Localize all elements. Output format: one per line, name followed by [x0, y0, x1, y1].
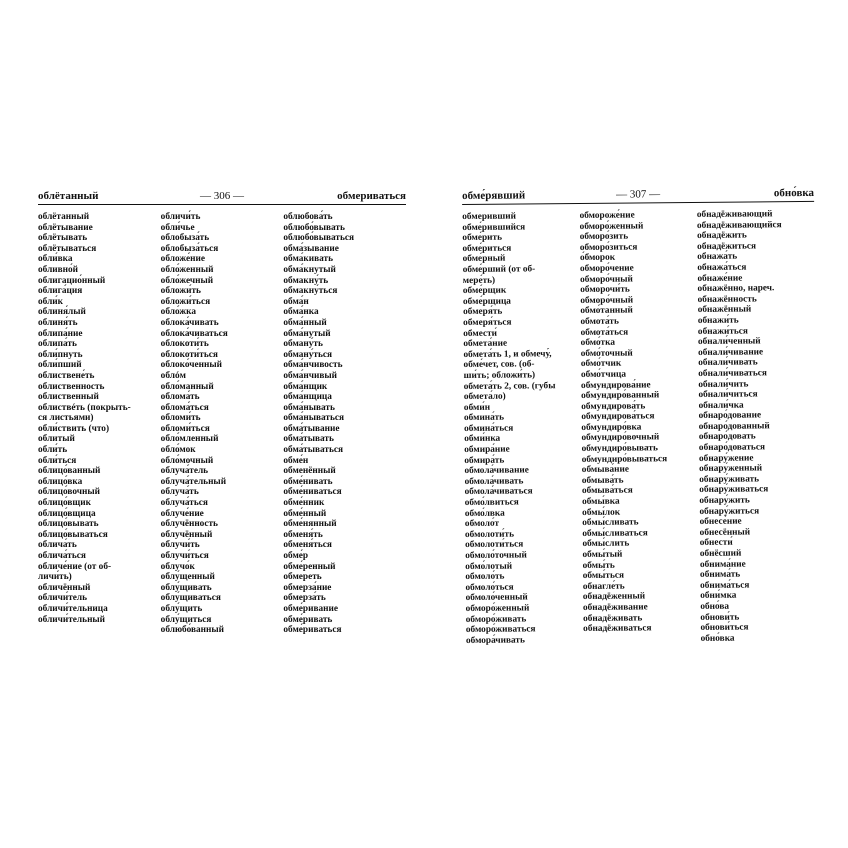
dictionary-entry: обморо́чный: [580, 295, 634, 306]
dictionary-entry: обмундирова́ние: [580, 379, 651, 391]
dictionary-entry: обнесе́ние: [699, 516, 742, 528]
dictionary-entry: обме́нник: [283, 498, 325, 509]
dictionary-entry: обно́ва: [700, 601, 730, 612]
dictionary-entry: обмо́тчица: [580, 369, 627, 380]
dictionary-entry: облокоти́ться: [160, 349, 218, 360]
dictionary-entry: облиня́лый: [38, 307, 86, 318]
dictionary-entry: облётываться: [38, 243, 97, 254]
dictionary-entry: обмереть: [283, 572, 322, 583]
dictionary-entry: облитый: [38, 434, 75, 445]
dictionary-entry: облома́ться: [160, 402, 209, 413]
dictionary-entry: обнажа́ть: [697, 251, 738, 263]
dictionary-entry: облобыза́ть: [160, 233, 210, 244]
dictionary-entry: обличи́тель: [38, 593, 88, 604]
dictionary-entry: обмы́лок: [582, 507, 621, 518]
dictionary-entry: обнажи́ться: [697, 326, 748, 337]
dictionary-entry: обнали́чить: [698, 379, 749, 390]
dictionary-entry: обме́рившийся: [462, 222, 526, 233]
dictionary-entry: облока́чиваться: [160, 328, 228, 339]
dictionary-entry: обма́тываться: [283, 445, 344, 456]
dictionary-entry: обма́нчивый: [283, 370, 337, 381]
dictionary-entry: облиствене́ть: [38, 370, 95, 381]
dictionary-entry: обмыва́ние: [581, 464, 630, 476]
dictionary-entry: обли́пнуть: [38, 349, 83, 360]
dictionary-entry: обмета́ть 1, и обмечу́,: [463, 348, 552, 360]
right-column-2: [580, 210, 701, 645]
dictionary-entry: обно́вка: [700, 633, 735, 644]
dictionary-entry: обнажённость: [697, 294, 757, 305]
dictionary-entry: обложи́ть: [160, 286, 201, 297]
dictionary-entry: обло́женный: [160, 264, 214, 275]
dictionary-entry: облу́щиться: [160, 614, 212, 625]
dictionary-entry: облюбо́ванный: [160, 625, 224, 636]
dictionary-entry: обнару́жить: [699, 495, 750, 506]
dictionary-entry: обнали́читься: [698, 389, 758, 401]
dictionary-entry: обморочи́ть: [580, 284, 630, 296]
dictionary-entry: обма́нываться: [283, 413, 345, 424]
dictionary-entry: обнадёживающийся: [696, 219, 782, 231]
dictionary-entry: облицо́вочный: [38, 487, 100, 498]
dictionary-entry: обнови́ться: [700, 622, 749, 634]
left-guide-word-start: облётанный: [38, 190, 99, 202]
dictionary-entry: обни́мка: [700, 590, 737, 602]
dictionary-entry: обморо́женный: [465, 603, 530, 614]
dictionary-entry: облуча́тельный: [160, 476, 227, 487]
dictionary-entry: о́бморок: [579, 253, 616, 264]
dictionary-entry: обмороже́ние: [579, 210, 635, 221]
dictionary-entry: обмы́ть: [582, 560, 615, 571]
dictionary-entry: обнажа́ться: [697, 262, 747, 273]
dictionary-entry: обнажённо, нареч.: [697, 283, 775, 295]
dictionary-entry: облича́ться: [38, 551, 86, 561]
dictionary-entry: облóм: [160, 370, 186, 381]
dictionary-entry: обличи́тельница: [38, 603, 108, 614]
dictionary-entry: обли́чье: [160, 222, 195, 233]
dictionary-entry: обло́манный: [160, 381, 214, 392]
dictionary-entry: облюбо́вывать: [283, 222, 345, 233]
dictionary-entry: облётывать: [38, 233, 88, 244]
dictionary-entry: обнали́чиваться: [698, 368, 767, 379]
left-column-2: [161, 212, 284, 636]
dictionary-entry: обме́ниваться: [283, 487, 342, 498]
dictionary-entry: облюбова́ть: [283, 212, 333, 222]
dictionary-entry: обме́рший (от об-: [462, 264, 536, 275]
dictionary-entry: обнадёжиться: [697, 241, 757, 252]
dictionary-entry: обмыва́ть: [581, 475, 624, 486]
dictionary-entry: обмерза́ть: [283, 593, 326, 604]
dictionary-entry: обморо́живать: [465, 614, 527, 625]
dictionary-entry: обмундиро́ванный: [581, 390, 660, 402]
dictionary-entry: обме́ривать: [283, 614, 333, 625]
dictionary-entry: облётанный: [38, 212, 90, 222]
dictionary-entry: обнагле́ть: [582, 581, 625, 592]
dictionary-entry: обли́пший: [38, 360, 82, 371]
dictionary-entry: облуча́тель: [160, 466, 209, 477]
left-guide-word-end: обмериваться: [337, 190, 406, 202]
dictionary-entry: обличи́тельный: [38, 614, 106, 625]
dictionary-entry: обличённый: [38, 582, 91, 593]
dictionary-entry: обмы́ться: [582, 570, 625, 582]
dictionary-entry: облокоти́ть: [160, 339, 209, 350]
dictionary-entry: обливно́й: [38, 264, 79, 275]
dictionary-entry: обми́н: [463, 402, 491, 413]
dictionary-entry: обмо́тка: [580, 337, 615, 349]
dictionary-entry: облицо́ванный: [38, 466, 101, 477]
dictionary-entry: обмота́ть: [580, 316, 619, 327]
dictionary-entry: обмундиро́вывать: [581, 443, 658, 455]
dictionary-entry: обличи́ть: [160, 212, 201, 222]
dictionary-entry: обмерза́ние: [283, 582, 332, 593]
left-column-1: [38, 212, 161, 636]
dictionary-entry: обмира́ть: [464, 455, 505, 466]
dictionary-entry: обмо́тчик: [580, 358, 622, 370]
dictionary-entry: обморо́женный: [579, 221, 644, 232]
dictionary-entry: обме́рщик: [462, 285, 507, 297]
dictionary-entry: обли́вка: [38, 254, 73, 265]
dictionary-entry: облока́чивать: [160, 317, 219, 328]
dictionary-entry: обме́рный: [462, 253, 506, 265]
right-page-number: — 307 —: [615, 188, 661, 201]
dictionary-entry: обнару́женный: [699, 463, 763, 475]
dictionary-entry: обме́ривание: [283, 603, 338, 614]
dictionary-entry: обложе́ние: [160, 254, 205, 265]
dictionary-entry: обме́нивать: [283, 476, 333, 487]
dictionary-entry: обломи́ть: [160, 413, 201, 424]
dictionary-entry: обме́рщица: [462, 296, 511, 307]
dictionary-entry: облу́щивать: [160, 582, 212, 593]
dictionary-entry: обма́нчивость: [283, 360, 343, 371]
dictionary-entry: обмы́вка: [582, 496, 620, 507]
dictionary-entry: обмыва́ться: [581, 485, 633, 497]
dictionary-entry: облиственный: [38, 392, 99, 403]
dictionary-entry: обме́р: [283, 551, 309, 561]
dictionary-entry: облучённость: [160, 519, 218, 530]
dictionary-entry: обмеривший: [462, 211, 516, 222]
dictionary-entry: обнести́: [699, 538, 733, 549]
dictionary-entry: обмоло́т: [464, 518, 500, 530]
dictionary-entry: облицо́вка: [38, 476, 83, 487]
right-guide-word-start: обме́рявший: [462, 189, 526, 202]
dictionary-entry: обмо́лотый: [465, 561, 513, 572]
dictionary-entry: обнару́живаться: [699, 484, 769, 496]
dictionary-entry: обмола́чиваться: [464, 486, 533, 498]
dictionary-entry: обло́жечный: [160, 275, 214, 286]
dictionary-entry: облучи́ться: [160, 551, 209, 561]
dictionary-entry: обма́тывание: [283, 423, 340, 434]
dictionary-entry: облича́ть: [38, 540, 77, 551]
dictionary-entry: облоко́ченный: [160, 360, 222, 371]
dictionary-entry: обмина́ться: [464, 423, 514, 434]
dictionary-entry: обнадёживающий: [696, 209, 773, 220]
dictionary-entry: обма́кнутый: [283, 264, 336, 275]
dictionary-entry: обнадёжить: [697, 230, 747, 242]
dictionary-entry: обме́чет, сов. (об-: [463, 359, 535, 371]
dictionary-entry: облу́щить: [160, 603, 203, 614]
dictionary-entry: обнали́чка: [698, 400, 744, 411]
dictionary-entry: обло́мленный: [160, 434, 219, 445]
dictionary-entry: личи́ть): [38, 572, 72, 583]
dictionary-entry: облига́ция: [38, 286, 83, 297]
dictionary-entry: обмундирова́ться: [581, 411, 655, 423]
dictionary-entry: облицо́вывать: [38, 519, 99, 530]
dictionary-entry: обмакну́ться: [283, 286, 338, 297]
dictionary-entry: обмеря́ться: [463, 317, 512, 328]
dictionary-entry: обнима́ться: [700, 580, 750, 591]
dictionary-entry: обложи́ться: [160, 296, 211, 307]
dictionary-entry: облуче́ние: [160, 508, 204, 519]
dictionary-entry: обмоло́ченный: [465, 592, 528, 604]
dictionary-entry: обли́ться: [38, 455, 77, 466]
dictionary-entry: обма́нывать: [283, 402, 335, 413]
dictionary-entry: обменя́ться: [283, 540, 332, 551]
dictionary-entry: обмета́ние: [463, 338, 508, 350]
dictionary-entry: обмолоти́ться: [465, 539, 524, 551]
dictionary-entry: обмета́ло): [463, 391, 506, 403]
dictionary-entry: облиствéть (покрыть-: [38, 402, 131, 413]
dictionary-entry: обма́нщица: [283, 392, 332, 403]
dictionary-entry: обли́ть: [38, 445, 68, 456]
dictionary-entry: обнёсший: [699, 548, 742, 559]
right-column-3: [697, 209, 818, 644]
dictionary-entry: ся листьями): [38, 413, 94, 424]
dictionary-entry: облучённый: [160, 529, 213, 540]
dictionary-entry: облома́ть: [160, 392, 200, 403]
dictionary-entry: обме́рить: [462, 232, 503, 244]
dictionary-entry: облиственность: [38, 381, 105, 392]
dictionary-entry: обнали́чивание: [698, 347, 764, 358]
dictionary-entry: обморо́зить: [579, 231, 629, 243]
dictionary-entry: обмундиро́вка: [581, 422, 642, 433]
dictionary-entry: облиня́ть: [38, 317, 78, 328]
dictionary-entry: обмо́лвка: [464, 508, 505, 519]
dictionary-entry: обломи́ться: [160, 423, 210, 434]
dictionary-entry: обме́риться: [462, 243, 512, 254]
dictionary-entry: обману́ться: [283, 349, 333, 360]
dictionary-entry: облу́щенный: [160, 572, 215, 583]
dictionary-entry: обма́нка: [283, 307, 319, 318]
dictionary-entry: обману́ть: [283, 339, 323, 350]
dictionary-entry: обнали́ченный: [697, 336, 761, 348]
dictionary-entry: обнару́жение: [698, 453, 754, 464]
dictionary-entry: обнима́ть: [699, 569, 741, 581]
dictionary-entry: облуча́ться: [160, 498, 208, 509]
dictionary-entry: обнару́житься: [699, 506, 760, 517]
dictionary-entry: обмо́танный: [580, 305, 633, 317]
right-page: [462, 187, 818, 660]
dictionary-entry: ши́ть; обложи́ть): [463, 370, 536, 381]
dictionary-entry: обма́н: [283, 296, 309, 307]
dictionary-entry: облобыза́ться: [160, 243, 219, 254]
dictionary-entry: обмо́точный: [580, 348, 633, 359]
dictionary-entry: обма́нутый: [283, 328, 331, 339]
dictionary-entry: обма́зывание: [283, 243, 339, 254]
dictionary-entry: обменённый: [283, 466, 336, 477]
dictionary-entry: обмоло́ться: [465, 582, 514, 593]
dictionary-entry: обмина́ть: [463, 412, 505, 424]
dictionary-entry: обнажённый: [697, 304, 752, 316]
dictionary-entry: обмакну́ть: [283, 275, 329, 286]
dictionary-entry: обми́нка: [464, 434, 501, 445]
dictionary-entry: обмолоти́ть: [464, 529, 515, 540]
dictionary-entry: обмы́сливаться: [582, 528, 648, 539]
dictionary-entry: обморо́чный: [580, 274, 633, 285]
dictionary-entry: обмо́лвиться: [464, 497, 519, 509]
left-page: [38, 190, 406, 660]
dictionary-entry: облицо́вщик: [38, 498, 91, 509]
dictionary-entry: обме́риваться: [283, 625, 342, 636]
dictionary-entry: обмора́чивать: [465, 635, 525, 646]
dictionary-entry: обнесённый: [699, 527, 751, 538]
dictionary-entry: облётывание: [38, 222, 93, 233]
right-running-header: [462, 187, 814, 205]
dictionary-entry: обмы́тый: [582, 549, 623, 560]
dictionary-entry: обмола́чивать: [464, 476, 524, 487]
dictionary-entry: обнару́живать: [699, 474, 760, 485]
dictionary-entry: обнадёживание: [582, 602, 648, 613]
dictionary-entry: облипа́ть: [38, 339, 77, 350]
dictionary-entry: обло́мок: [160, 445, 196, 456]
dictionary-entry: обли́к: [38, 296, 63, 307]
dictionary-entry: обнаро́дованный: [698, 421, 770, 432]
right-guide-word-end: обно́вка: [773, 186, 815, 200]
dictionary-entry: обмы́сливать: [582, 517, 639, 529]
dictionary-entry: обнадёживать: [583, 613, 643, 624]
dictionary-entry: обмира́ние: [464, 444, 510, 456]
dictionary-entry: обме́нянный: [283, 519, 337, 530]
dictionary-entry: облюбо́вываться: [283, 233, 355, 244]
dictionary-entry: обме́н: [283, 455, 309, 466]
dictionary-entry: обма́тывать: [283, 434, 334, 445]
dictionary-entry: обнали́чивать: [698, 357, 758, 369]
dictionary-entry: обло́мочный: [160, 455, 214, 466]
dictionary-entry: обнаже́ние: [697, 273, 743, 284]
dictionary-entry: обли́ствить (что): [38, 423, 110, 434]
dictionary-entry: обнима́ние: [699, 559, 746, 570]
dictionary-entry: мере́ть): [462, 275, 496, 286]
dictionary-entry: обнаро́дование: [698, 410, 762, 422]
dictionary-entry: обнадёженный: [582, 591, 646, 603]
dictionary-entry: обморо́живаться: [465, 624, 536, 636]
dictionary-entry: обмеря́ть: [463, 306, 503, 318]
dictionary-entry: обма́нный: [283, 317, 327, 328]
dictionary-entry: обнажи́ть: [697, 315, 739, 326]
dictionary-entry: облигацио́нный: [38, 275, 106, 286]
dictionary-entry: обмота́ться: [580, 327, 629, 338]
dictionary-entry: обмета́ть 2, сов. (губы: [463, 380, 556, 392]
dictionary-entry: облицо́вщица: [38, 508, 96, 519]
dictionary-entry: облучо́к: [160, 561, 195, 572]
dictionary-entry: облу́щиваться: [160, 593, 221, 604]
dictionary-entry: обнови́ть: [700, 612, 740, 623]
dictionary-entry: обмундиро́вываться: [581, 453, 668, 465]
dictionary-entry: обнадёживаться: [583, 623, 652, 635]
dictionary-entry: обмоло́ть: [465, 571, 505, 583]
dictionary-entry: обмундиро́вочный: [581, 432, 660, 444]
dictionary-entry: обмундирова́ть: [581, 401, 646, 412]
left-page-number: — 306 —: [200, 190, 244, 202]
right-column-1: [462, 211, 583, 646]
dictionary-entry: обме́нный: [283, 508, 327, 519]
dictionary-entry: обличе́ние (от об-: [38, 561, 112, 572]
dictionary-entry: обморо́зиться: [579, 242, 638, 253]
dictionary-entry: обме́ренный: [283, 561, 336, 572]
left-running-header: [38, 190, 406, 205]
dictionary-entry: обморо́чение: [579, 263, 634, 274]
dictionary-entry: обмести́: [463, 328, 498, 339]
dictionary-entry: обмола́чивание: [464, 465, 529, 477]
dictionary-entry: облипа́ние: [38, 328, 83, 339]
dictionary-entry: облуча́ть: [160, 487, 199, 498]
dictionary-entry: обма́нщик: [283, 381, 328, 392]
dictionary-entry: обнаро́довать: [698, 431, 756, 443]
left-column-3: [283, 212, 406, 636]
dictionary-entry: облучи́ть: [160, 540, 200, 551]
dictionary-entry: обнаро́доваться: [698, 442, 766, 454]
dictionary-entry: обмоло́точный: [465, 550, 527, 561]
dictionary-entry: обло́жка: [160, 307, 196, 318]
dictionary-entry: обма́кивать: [283, 254, 333, 265]
dictionary-entry: облицо́вываться: [38, 529, 108, 540]
dictionary-entry: обменя́ть: [283, 529, 323, 540]
dictionary-entry: обмы́слить: [582, 538, 630, 550]
